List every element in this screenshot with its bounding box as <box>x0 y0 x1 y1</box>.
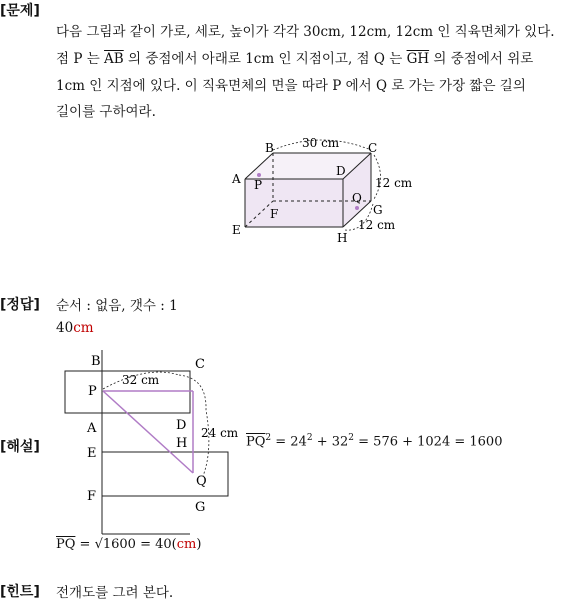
line2-part2: 의 중점에서 아래로 1cm 인 지점이고, 점 Q 는 <box>123 51 407 67</box>
segment-ab: $\overline{AB}$ <box>104 51 124 67</box>
formula-exp-1: 2 <box>265 433 272 443</box>
answer-unit: cm <box>73 320 94 336</box>
formula-exp-2: 2 <box>306 433 313 443</box>
result-segment-pq: $\overline{PQ}$ <box>56 537 76 552</box>
label-d: D <box>336 164 346 178</box>
dim-right-label: 12 cm <box>375 176 413 190</box>
label-g: G <box>373 203 383 217</box>
formula-exp-3: 2 <box>348 433 355 443</box>
label-a: A <box>232 172 241 186</box>
dim-top-label: 30 cm <box>302 136 340 150</box>
label-b: B <box>265 141 274 155</box>
net-label-b: B <box>91 354 101 369</box>
net-dim-horizontal: 32 cm <box>122 373 160 387</box>
formula-rhs-1: = 24 <box>271 434 307 450</box>
net-label-q: Q <box>196 474 207 489</box>
net-label-a: A <box>87 421 97 436</box>
answer-tag: [정답] <box>0 297 40 313</box>
label-p: P <box>254 178 263 192</box>
problem-line-4: 길이를 구하여라. <box>56 104 156 120</box>
label-q: Q <box>352 191 362 205</box>
net-label-g: G <box>195 500 206 515</box>
problem-line-1: 다음 그림과 같이 가로, 세로, 높이가 각각 30cm, 12cm, 12cm 인 직육면체가 있다. <box>56 24 555 40</box>
formula-rhs-2: + 32 <box>312 434 349 450</box>
solution-result <box>56 537 201 552</box>
hint-text: 전개도를 그려 본다. <box>56 585 174 601</box>
solution-tag: [해설] <box>0 439 40 455</box>
net-label-f: F <box>87 489 97 504</box>
formula-rhs-3: = 576 + 1024 = 1600 <box>354 434 503 450</box>
label-e: E <box>232 223 241 237</box>
formula-segment-pq: $\overline{PQ}$ <box>246 434 266 450</box>
problem-tag: [문제] <box>0 3 40 19</box>
net-label-p: P <box>88 384 97 399</box>
net-label-e: E <box>87 446 97 461</box>
label-c: C <box>368 141 378 155</box>
dim-bottom-label: 12 cm <box>358 218 396 232</box>
net-figure <box>55 350 245 542</box>
solution-formula <box>246 433 502 449</box>
segment-gh: $\overline{GH}$ <box>406 51 430 67</box>
line2-part1: 점 P 는 <box>56 51 105 67</box>
hint-tag: [힌트] <box>0 584 40 600</box>
net-label-h: H <box>176 436 188 451</box>
problem-line-3: 1cm 인 지점에 있다. 이 직육면체의 면을 따라 P 에서 Q 로 가는 가장 짧은 길의 <box>56 78 526 94</box>
result-close: ) <box>196 537 202 552</box>
cuboid-figure <box>225 136 425 248</box>
net-label-d: D <box>176 418 187 433</box>
net-rect-bottom <box>102 452 228 496</box>
net-dim-vertical: 24 cm <box>201 426 239 440</box>
answer-line-1: 순서 : 없음, 갯수 : 1 <box>56 298 178 314</box>
answer-value <box>56 320 94 336</box>
point-q-dot <box>355 206 359 210</box>
result-equation: = √1600 = 40( <box>75 537 177 552</box>
line2-part3: 의 중점에서 위로 <box>429 51 534 67</box>
result-unit: cm <box>176 537 197 552</box>
problem-line-2 <box>56 47 533 67</box>
answer-number: 40 <box>56 320 74 336</box>
label-h: H <box>337 231 348 245</box>
label-f: F <box>270 207 279 221</box>
point-p-dot <box>257 173 261 177</box>
net-label-c: C <box>195 357 205 372</box>
